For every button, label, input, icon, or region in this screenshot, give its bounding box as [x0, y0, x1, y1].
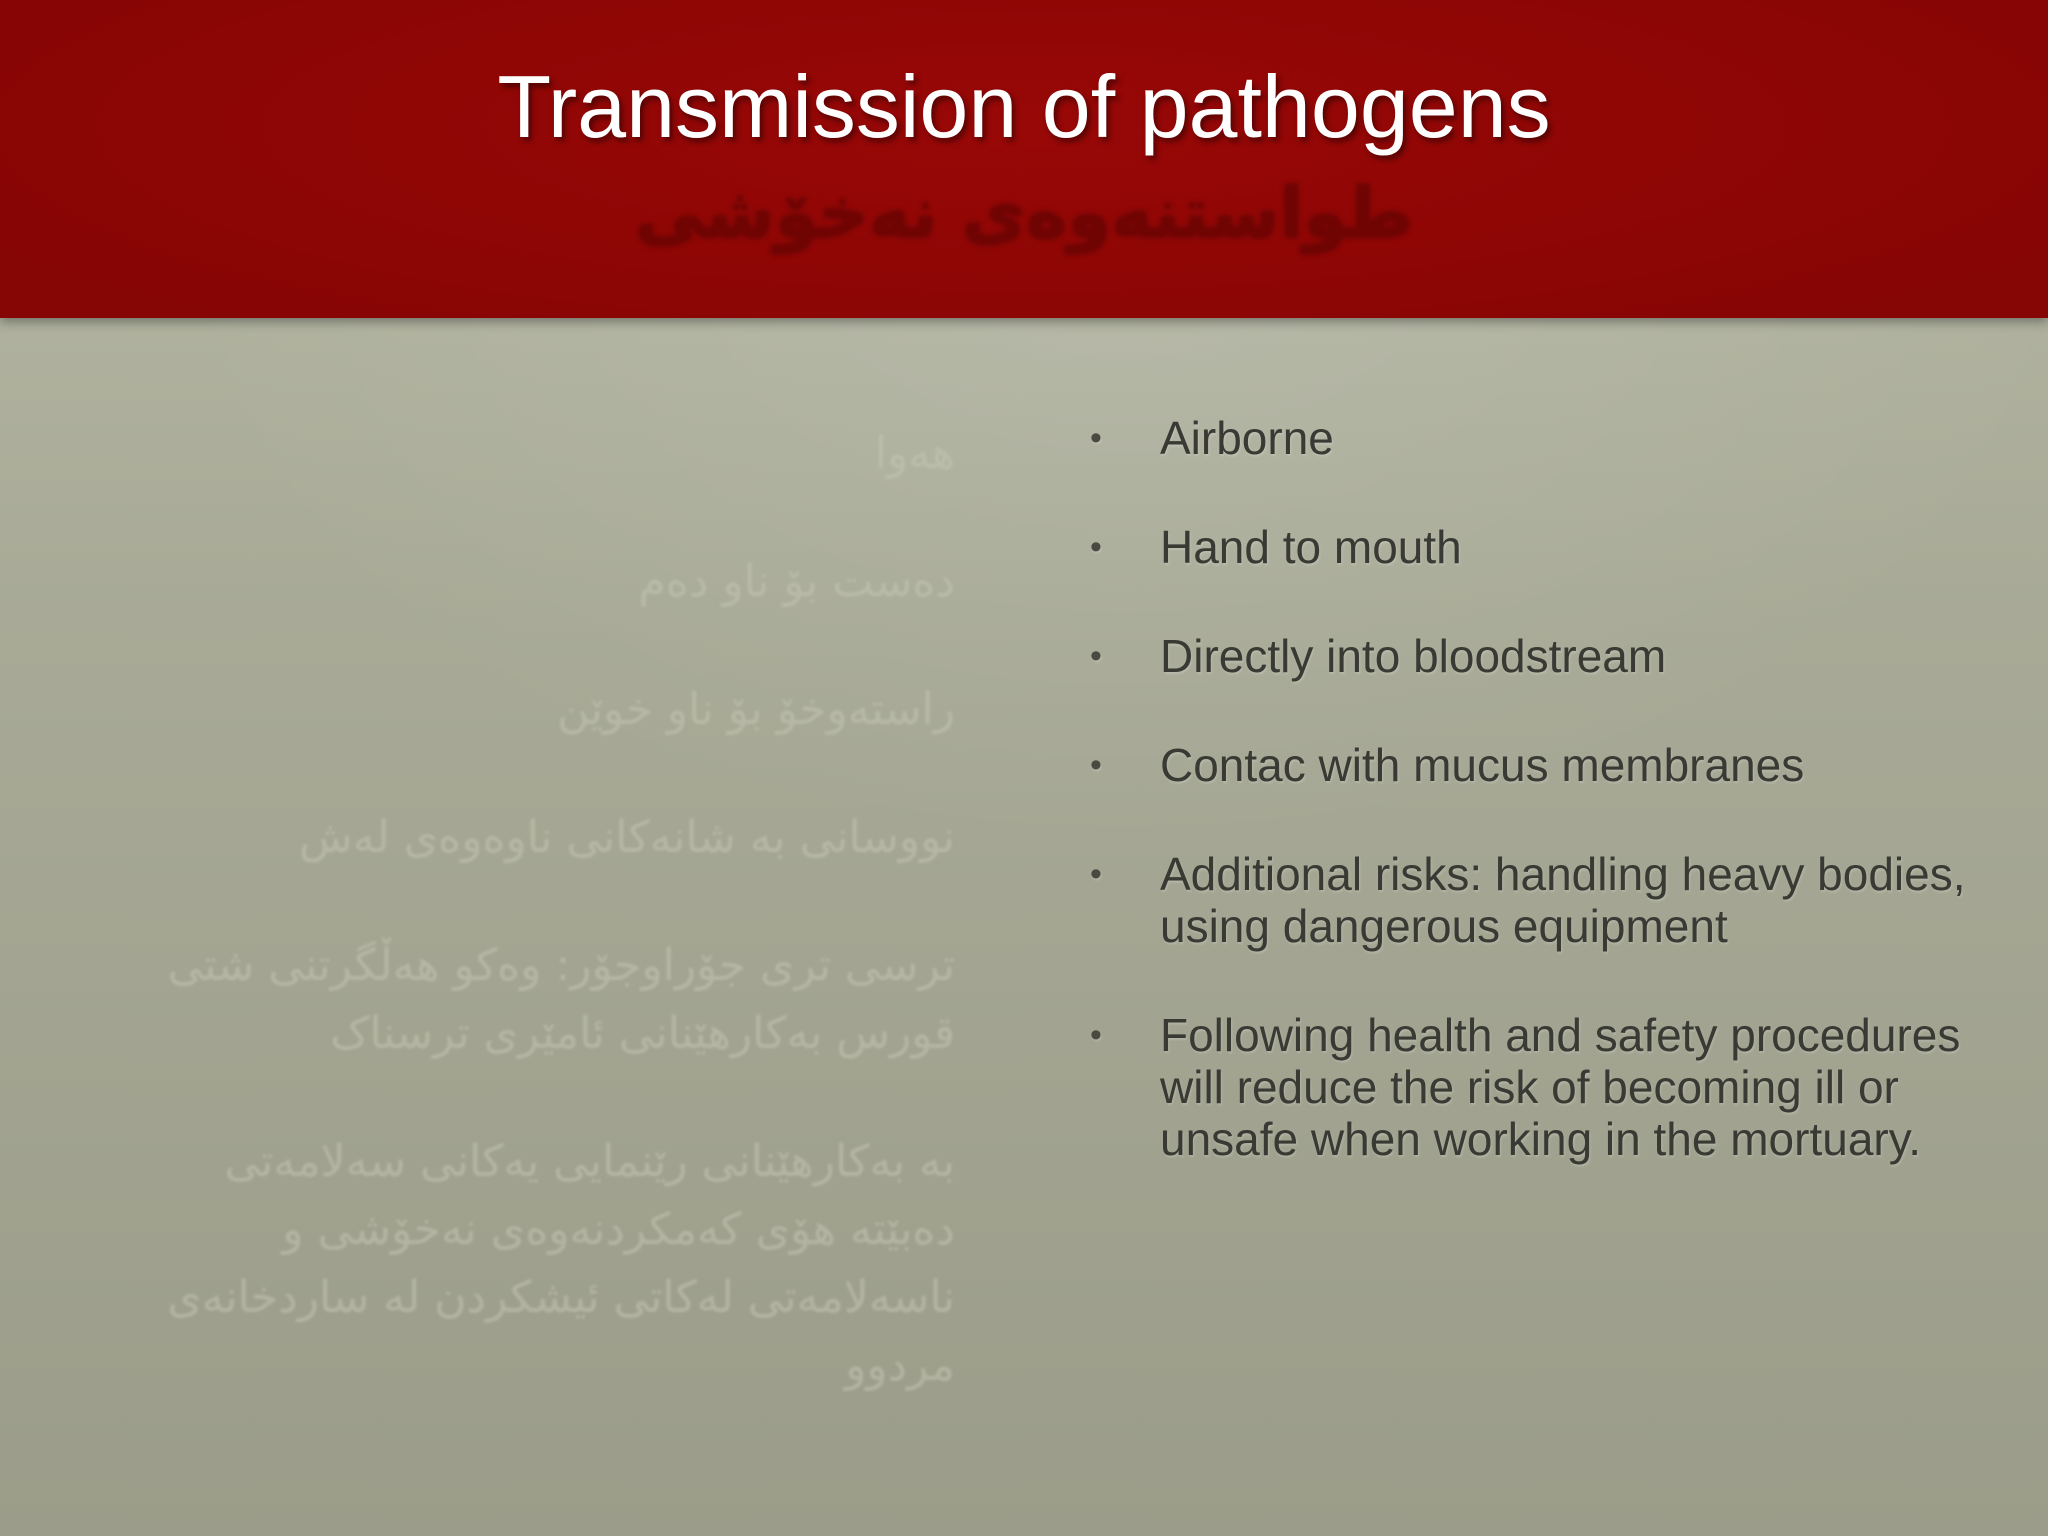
kurdish-item: ترسی تری جۆراوجۆر: وەکو هەڵگرتنی شتی قورس بەکارهێنانی ئامێری ترسناک [167, 940, 955, 1059]
bullet-icon: • [1090, 528, 1102, 566]
bullet-icon: • [1090, 746, 1102, 784]
header-band [0, 0, 2048, 318]
kurdish-item: هەوا [874, 428, 955, 479]
slide-subtitle-kurdish: طواستنەوەی نەخۆشی [634, 172, 1414, 254]
kurdish-item: دەست بۆ ناو دەم [638, 556, 955, 607]
kurdish-item: راستەوخۆ بۆ ناو خوێن [557, 684, 955, 735]
bullet-item [1090, 521, 1970, 573]
kurdish-item: بە بەکارهێنانی رێنمایی یەکانی سەلامەتی دەبێتە هۆی کەمکردنەوەی نەخۆشی و ناسەلامەتی لەکاتی ئیشکردن لە ساردخانەی مردوو [167, 1136, 955, 1391]
english-bullet-list [1090, 412, 1970, 1222]
bullet-icon: • [1090, 419, 1102, 457]
bullet-text: Following health and safety procedures will reduce the risk of becoming ill or unsafe when working in the mortuary. [1160, 1009, 1961, 1165]
bullet-item [1090, 739, 1970, 791]
slide-title: Transmission of pathogens [497, 57, 1551, 156]
bullet-item [1090, 1009, 1970, 1165]
bullet-icon: • [1090, 1016, 1102, 1054]
bullet-text: Contac with mucus membranes [1160, 739, 1805, 791]
bullet-text: Additional risks: handling heavy bodies, using dangerous equipment [1160, 848, 1966, 952]
bullet-item [1090, 412, 1970, 464]
kurdish-item: نووسانی بە شانەکانی ناوەوەی لەش [299, 812, 955, 863]
kurdish-translation-column [150, 420, 955, 1460]
bullet-icon: • [1090, 855, 1102, 893]
bullet-text: Hand to mouth [1160, 521, 1462, 573]
bullet-item [1090, 848, 1970, 952]
bullet-icon: • [1090, 637, 1102, 675]
bullet-text: Directly into bloodstream [1160, 630, 1667, 682]
bullet-item [1090, 630, 1970, 682]
bullet-text: Airborne [1160, 412, 1334, 464]
